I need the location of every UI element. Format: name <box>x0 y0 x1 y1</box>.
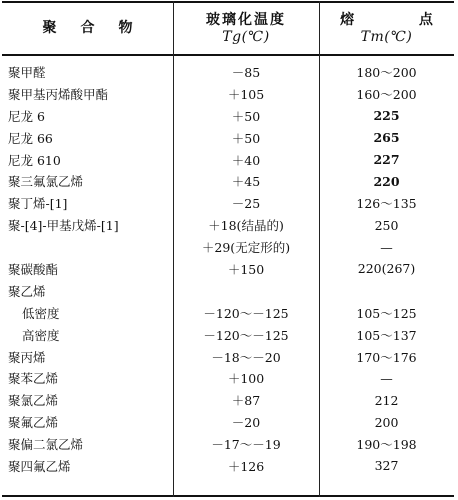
melting-point-cell: 265 <box>373 130 400 146</box>
polymer-name-cell: 聚三氟氯乙烯 <box>8 174 84 190</box>
polymer-name-cell: 聚苯乙烯 <box>8 371 59 387</box>
glass-transition-cell: ＋40 <box>231 152 261 168</box>
melting-point-cell: 105～137 <box>356 327 417 343</box>
glass-transition-cell: ＋50 <box>231 130 261 146</box>
table-row <box>2 214 454 236</box>
header-tm-symbol: Tm(℃) <box>360 29 413 45</box>
polymer-name-cell: 聚四氟乙烯 <box>8 458 71 474</box>
table-row <box>2 83 454 105</box>
polymer-name-cell: 尼龙 66 <box>8 130 53 146</box>
table-row <box>2 192 454 214</box>
table-row <box>2 302 454 324</box>
polymer-name-cell: 聚氟乙烯 <box>8 415 59 431</box>
glass-transition-cell: ＋100 <box>227 371 265 387</box>
polymer-name-cell: 聚氯乙烯 <box>8 393 59 409</box>
melting-point-cell: 225 <box>373 108 400 124</box>
melting-point-cell: 220 <box>373 173 400 189</box>
table-row <box>2 170 454 192</box>
header-polymer-label: 聚合物 <box>42 20 157 36</box>
table-body <box>2 61 454 477</box>
melting-point-cell: 327 <box>374 458 399 474</box>
table-row <box>2 389 454 411</box>
glass-transition-cell: －17～－19 <box>211 437 281 453</box>
table-row <box>2 280 454 302</box>
table-row <box>2 258 454 280</box>
header-glass-transition <box>173 1 319 54</box>
melting-point-cell: — <box>380 370 393 386</box>
melting-point-cell: 212 <box>374 392 399 408</box>
table-row <box>2 411 454 433</box>
table-row <box>2 367 454 389</box>
glass-transition-cell: ＋18(结晶的) <box>208 218 284 234</box>
header-tg-label: 玻璃化温度 <box>206 12 286 28</box>
polymer-name-cell: 高密度 <box>22 327 60 343</box>
table-row <box>2 127 454 149</box>
polymer-name-cell: 聚甲基丙烯酸甲酯 <box>8 86 109 102</box>
glass-transition-cell: ＋45 <box>231 174 261 190</box>
polymer-name-cell: 低密度 <box>22 305 60 321</box>
header-tm-label: 熔 点 <box>340 12 433 28</box>
table-row <box>2 455 454 477</box>
glass-transition-cell: ＋29(无定形的) <box>201 240 291 256</box>
polymer-name-cell: 聚碳酸酯 <box>8 261 59 277</box>
glass-transition-cell: ＋105 <box>227 86 265 102</box>
header-melting-point <box>319 1 454 54</box>
glass-transition-cell: ＋50 <box>231 108 261 124</box>
polymer-name-cell: 聚甲醛 <box>8 64 46 80</box>
polymer-name-cell: 聚偏二氯乙烯 <box>8 437 84 453</box>
table-row <box>2 433 454 455</box>
data-table <box>2 1 454 497</box>
glass-transition-cell: －120～－125 <box>203 305 289 321</box>
melting-point-cell: 227 <box>373 152 400 167</box>
melting-point-cell: 250 <box>374 217 399 233</box>
table-row <box>2 346 454 368</box>
melting-point-cell: — <box>380 239 393 255</box>
polymer-name-cell: 聚丁烯-[1] <box>8 196 68 212</box>
melting-point-cell <box>319 280 454 302</box>
melting-point-cell: 126～135 <box>356 196 417 212</box>
polymer-name-cell: 聚乙烯 <box>8 283 46 299</box>
polymer-name-cell: 尼龙 6 <box>8 108 45 124</box>
glass-transition-cell: ＋126 <box>227 458 265 474</box>
glass-transition-cell: －85 <box>231 64 261 80</box>
melting-point-cell: 160～200 <box>356 86 417 102</box>
table-row <box>2 236 454 258</box>
table-row <box>2 324 454 346</box>
glass-transition-cell <box>173 280 319 302</box>
polymer-name-cell <box>8 236 173 258</box>
melting-point-cell: 105～125 <box>356 305 417 321</box>
polymer-name-cell: 聚-[4]-甲基戊烯-[1] <box>8 218 119 234</box>
glass-transition-cell: －20 <box>231 415 261 431</box>
melting-point-cell: 180～200 <box>356 64 417 80</box>
header-polymer <box>2 1 173 54</box>
polymer-name-cell: 聚丙烯 <box>8 349 46 365</box>
melting-point-cell: 190～198 <box>356 437 417 453</box>
table-header-rule <box>2 54 454 56</box>
glass-transition-cell: －120～－125 <box>203 327 289 343</box>
polymer-name-cell: 尼龙 610 <box>8 152 61 168</box>
glass-transition-cell: －18～－20 <box>211 349 281 365</box>
melting-point-cell: 200 <box>374 414 399 430</box>
table-row <box>2 61 454 83</box>
table-row <box>2 149 454 171</box>
melting-point-cell: 170～176 <box>356 349 417 365</box>
glass-transition-cell: ＋150 <box>227 261 265 277</box>
glass-transition-cell: －25 <box>231 196 261 212</box>
table-row <box>2 105 454 127</box>
melting-point-cell: 220(267) <box>357 261 416 277</box>
glass-transition-cell: ＋87 <box>231 393 261 409</box>
header-tg-symbol: Tg(℃) <box>222 29 270 45</box>
table-bottom-rule <box>2 495 454 497</box>
